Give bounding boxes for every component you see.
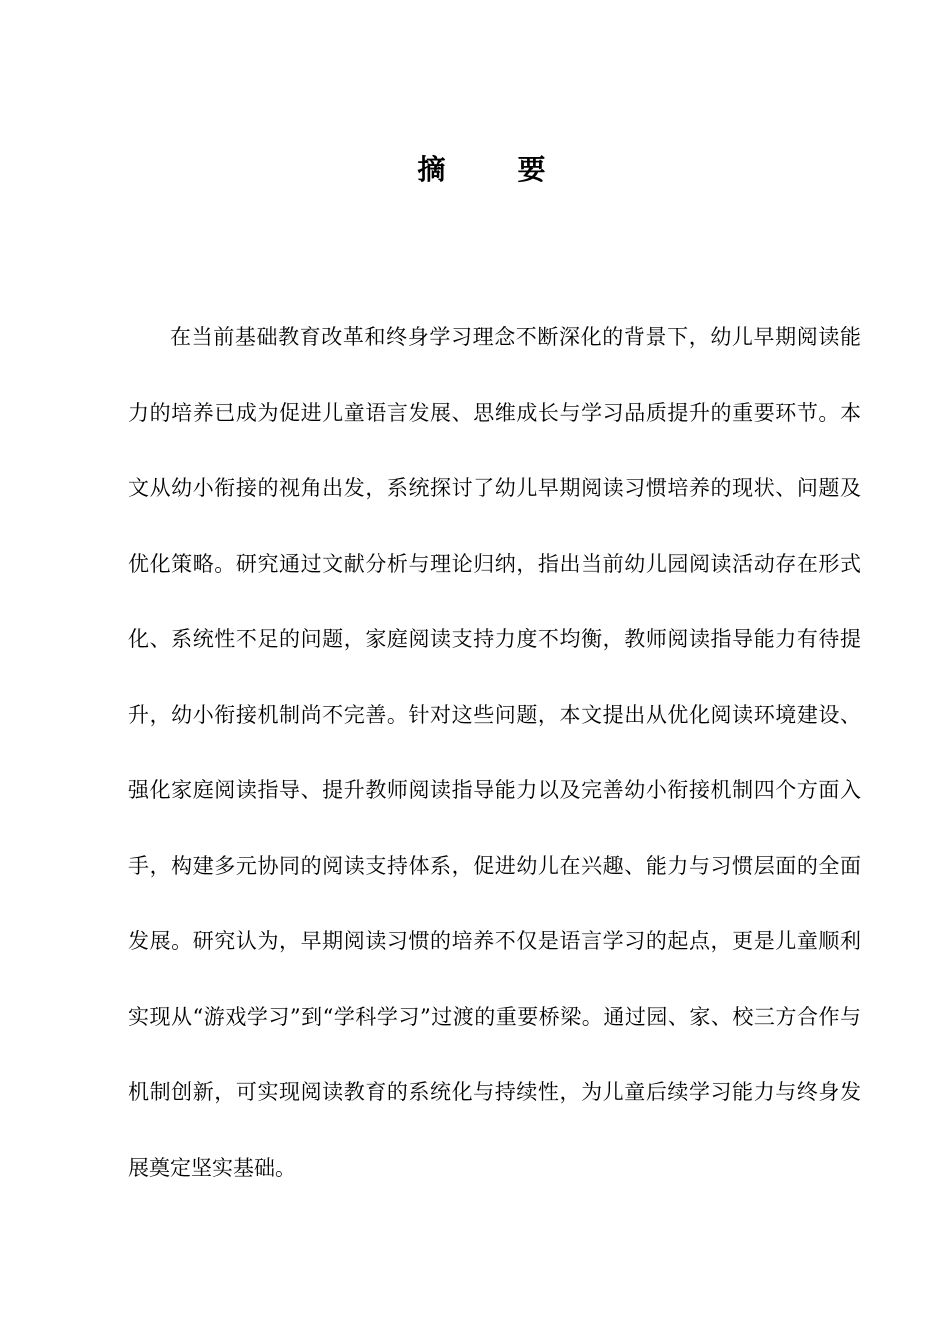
abstract-title: 摘 要	[417, 153, 568, 186]
abstract-paragraph: 在当前基础教育改革和终身学习理念不断深化的背景下，幼儿早期阅读能力的培养已成为促进儿童语言发展、思维成长与学习品质提升的重要环节。本文从幼小衔接的视角出发，系统探讨了幼儿早期阅读习惯培养的现状、问题及优化策略。研究通过文献分析与理论归纳，指出当前幼儿园阅读活动存在形式化、系统性不足的问题，家庭阅读支持力度不均衡，教师阅读指导能力有待提升，幼小衔接机制尚不完善。针对这些问题，本文提出从优化阅读环境建设、强化家庭阅读指导、提升教师阅读指导能力以及完善幼小衔接机制四个方面入手，构建多元协同的阅读支持体系，促进幼儿在兴趣、能力与习惯层面的全面发展。研究认为，早期阅读习惯的培养不仅是语言学习的起点，更是儿童顺利实现从“游戏学习”到“学科学习”过渡的重要桥梁。通过园、家、校三方合作与机制创新，可实现阅读教育的系统化与持续性，为儿童后续学习能力与终身发展奠定坚实基础。	[128, 325, 861, 1180]
